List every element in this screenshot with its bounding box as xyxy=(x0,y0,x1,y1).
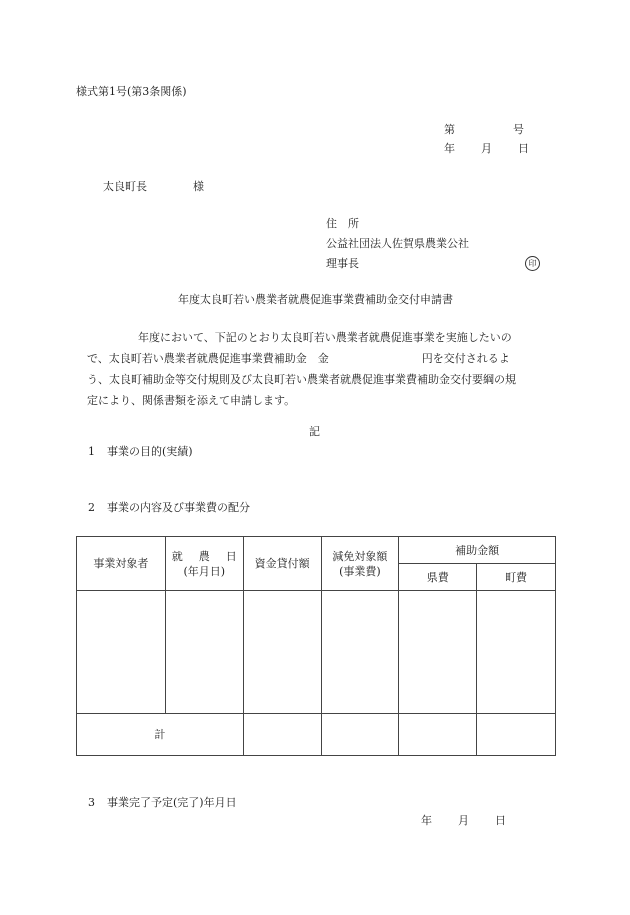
date-month: 月 xyxy=(481,142,492,155)
header-town: 町費 xyxy=(477,564,556,591)
table-row-total xyxy=(77,714,556,756)
ki-heading: 記 xyxy=(309,425,320,438)
completion-day: 日 xyxy=(495,814,506,827)
header-start-date-char-2: 農 xyxy=(198,549,210,563)
completion-year: 年 xyxy=(421,814,432,827)
body-line-1: 年度において、下記のとおり太良町若い農業者就農促進事業を実施したいの xyxy=(138,331,512,344)
cell-capital-loan xyxy=(243,591,321,714)
header-exemption xyxy=(321,537,399,591)
applicant-address-label: 住 所 xyxy=(326,217,359,230)
document-title: 年度太良町若い農業者就農促進事業費補助金交付申請書 xyxy=(178,293,453,306)
seal-mark xyxy=(525,256,540,271)
header-start-date xyxy=(165,537,243,591)
completion-month: 月 xyxy=(458,814,469,827)
body-paragraph xyxy=(87,327,552,411)
section-2-number: 2 xyxy=(88,501,95,514)
seal-icon: 印 xyxy=(525,256,540,271)
total-prefecture xyxy=(399,714,477,756)
table-row-entry xyxy=(77,591,556,714)
total-capital-loan xyxy=(243,714,321,756)
section-2-heading xyxy=(88,502,250,513)
body-line-2 xyxy=(87,348,552,369)
section-3-heading xyxy=(88,797,237,808)
section-1-heading xyxy=(88,446,193,457)
header-capital-loan: 資金貸付額 xyxy=(243,537,321,591)
cell-start-date xyxy=(165,591,243,714)
cell-prefecture xyxy=(399,591,477,714)
application-date xyxy=(444,143,529,154)
header-prefecture: 県費 xyxy=(399,564,477,591)
document-number-prefix: 第 xyxy=(444,123,455,136)
section-1-title: 事業の目的(実績) xyxy=(107,445,193,458)
addressee-honorific: 様 xyxy=(193,180,204,193)
cell-town xyxy=(477,591,556,714)
form-number: 様式第1号(第3条関係) xyxy=(76,85,187,98)
total-town xyxy=(477,714,556,756)
header-subsidy: 補助金額 xyxy=(399,537,556,564)
section-1-number: 1 xyxy=(88,445,95,458)
addressee xyxy=(103,181,204,192)
applicant-organization: 公益社団法人佐賀県農業公社 xyxy=(326,237,469,250)
body-line-3: う、太良町補助金等交付規則及び太良町若い農業者就農促進事業費補助金交付要綱の規 xyxy=(87,373,516,386)
section-3-title: 事業完了予定(完了)年月日 xyxy=(107,796,237,809)
header-exemption-line-2: (事業費) xyxy=(339,564,381,578)
allocation-table xyxy=(76,536,556,756)
cell-exemption xyxy=(321,591,399,714)
applicant-title: 理事長 xyxy=(326,257,359,270)
header-start-date-sub: (年月日) xyxy=(183,564,226,578)
completion-date xyxy=(421,815,506,826)
section-2-title: 事業の内容及び事業費の配分 xyxy=(107,501,250,514)
total-exemption xyxy=(321,714,399,756)
date-year: 年 xyxy=(444,142,455,155)
header-start-date-char-1: 就 xyxy=(171,549,183,563)
addressee-name: 太良町長 xyxy=(103,180,147,193)
body-line-4: 定により、関係書類を添えて申請します。 xyxy=(87,394,296,407)
header-start-date-char-3: 日 xyxy=(225,549,237,563)
header-target-person: 事業対象者 xyxy=(77,537,166,591)
total-label: 計 xyxy=(77,714,244,756)
document-number-suffix: 号 xyxy=(513,123,524,136)
document-number xyxy=(444,124,524,135)
section-3-number: 3 xyxy=(88,796,95,809)
cell-target-person xyxy=(77,591,166,714)
body-line-2-lead: で、太良町若い農業者就農促進事業費補助金 金 xyxy=(87,352,329,365)
date-day: 日 xyxy=(518,142,529,155)
header-exemption-line-1: 減免対象額 xyxy=(332,549,388,563)
body-line-2-tail: 円を交付されるよ xyxy=(421,352,510,365)
